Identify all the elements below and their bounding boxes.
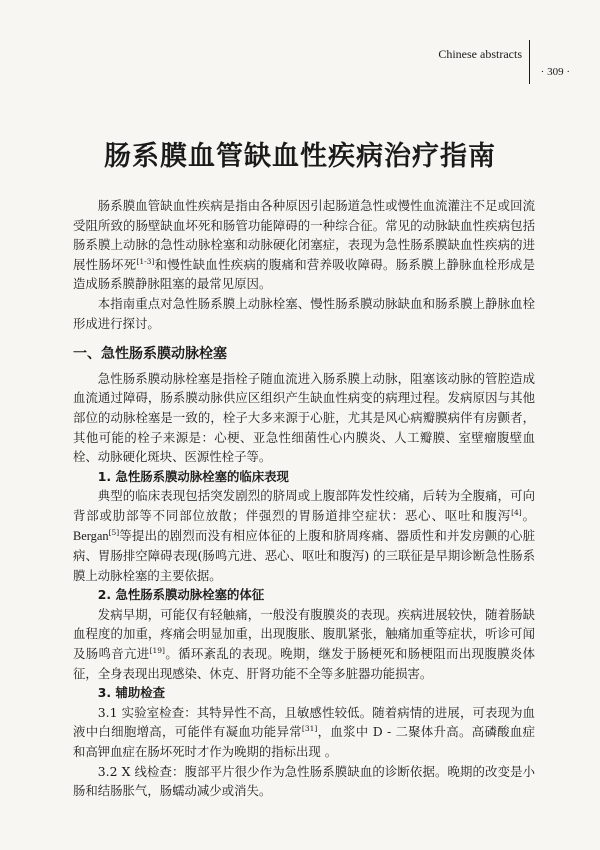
- citation: [4]: [511, 507, 522, 517]
- journal-label: Chinese abstracts: [438, 47, 522, 61]
- intro-paragraph-1: 肠系膜血管缺血性疾病是指由各种原因引起肠道急性或慢性血流灌注不足或回流受阻所致的肠壁缺血坏死和肠管功能障碍的一种综合征。常见的动脉缺血性疾病包括肠系膜上动脉的急性动脉栓塞和动脉硬化闭塞症，表现为急性肠系膜缺血性疾病的进展性肠坏死[1-3]和慢性缺血性疾病的腹痛和营养吸收障碍。肠系膜上静脉血栓形成是造成肠系膜静脉阻塞的最常见原因。: [73, 198, 535, 292]
- lab-exam-paragraph: 3.1 实验室检查：其特异性不高，且敏感性较低。随着病情的进展，可表现为血液中白细胞增高，可能伴有凝血功能异常[31]，血浆中 D - 二聚体升高。高磷酸血症和高钾血症在肠坏死时才作为晚期的指标出现 。: [73, 704, 536, 760]
- citation: [5]: [108, 527, 120, 537]
- clinical-paragraph: 典型的临床表现包括突发剧烈的脐周或上腹部阵发性绞痛，后转为全腹痛，可向背部或肋部等不同部位放散；伴强烈的胃肠道排空症状：恶心、呕吐和腹泻[4]。 Bergan[5]等提出的剧烈而没有相应体征的上腹和脐周疼痛、器质性和并发房颤的心脏病、胃肠排空障碍表现(肠鸣亢进、恶心、呕吐和腹泻) 的三联征是早期诊断急性肠系膜上动脉栓塞的主要依据。: [73, 488, 536, 583]
- citation: [31]: [301, 724, 318, 734]
- subsection-heading-clinical: 1. 急性肠系膜动脉栓塞的临床表现: [97, 468, 289, 484]
- section-paragraph: 急性肠系膜动脉栓塞是指栓子随血流进入肠系膜上动脉，阻塞该动脉的管腔造成血流通过障碍，肠系膜动脉供应区组织产生缺血性病变的病理过程。发病原因与其他部位的动脉栓塞是一致的，栓子大多来源于心脏，尤其是风心病瓣膜病伴有房颤者，其他可能的栓子来源是：心梗、亚急性细菌性心内膜炎、人工瓣膜、室壁瘤腹壁血栓、动脉硬化斑块、医源性栓子等。: [73, 370, 535, 465]
- page-number: · 309 ·: [540, 66, 570, 78]
- subsection-heading-signs: 2. 急性肠系膜动脉栓塞的体征: [97, 587, 265, 603]
- citation: [19]: [149, 645, 165, 655]
- header-vertical-rule: [529, 40, 530, 84]
- intro-paragraph-2: 本指南重点对急性肠系膜上动脉栓塞、慢性肠系膜动脉缺血和肠系膜上静脉血栓形成进行探讨。: [73, 295, 535, 331]
- article-body: [73, 196, 535, 801]
- running-header: [438, 46, 522, 62]
- subsection-heading-exams: 3. 辅助检查: [97, 685, 166, 701]
- citation: [1-3]: [136, 256, 155, 266]
- section-heading: 一、急性肠系膜动脉栓塞: [73, 346, 227, 363]
- page-title: 肠系膜血管缺血性疾病治疗指南: [104, 141, 496, 172]
- signs-paragraph: 发病早期，可能仅有轻触痛，一般没有腹膜炎的表现。疾病进展较快，随着肠缺血程度的加重，疼痛会明显加重，出现腹胀、腹肌紧张，触痛加重等症状，听诊可闻及肠鸣音亢进[19]。循环紊乱的表现。晚期，继发于肠梗死和肠梗阻而出现腹膜炎体征，全身表现出现感染、休克、肝肾功能不全等多脏器功能损害。: [73, 606, 536, 681]
- xray-paragraph: 3.2 X 线检查：腹部平片很少作为急性肠系膜缺血的诊断依据。晚期的改变是小肠和结肠胀气，肠蠕动减少或消失。: [73, 763, 535, 799]
